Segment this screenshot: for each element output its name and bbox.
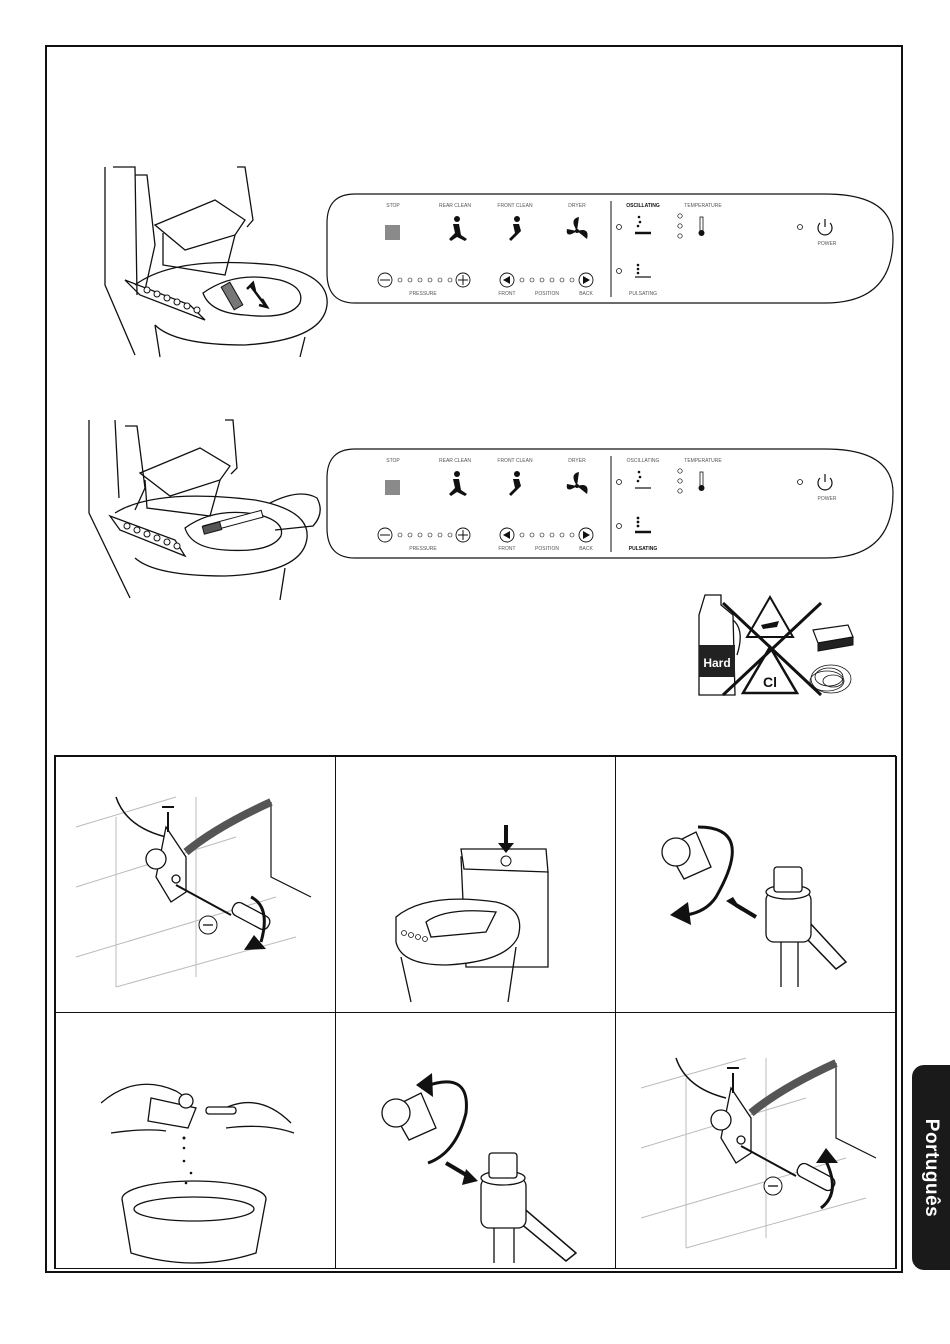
toilet-nozzle-illustration: [95, 165, 335, 360]
dryer-label: DRYER: [568, 458, 586, 464]
step-6-cell: [615, 1012, 897, 1269]
step-4-cell: [55, 1012, 336, 1269]
language-tab: [912, 1065, 950, 1270]
pulsating-label: PULSATING: [629, 291, 657, 297]
control-panel-pulsating: [325, 448, 895, 560]
front-clean-label: FRONT CLEAN: [497, 458, 533, 464]
power-label: POWER: [817, 496, 837, 502]
screwdriver-icon: [741, 1146, 837, 1193]
front-clean-label: FRONT CLEAN: [497, 203, 533, 209]
stop-button[interactable]: [385, 225, 400, 240]
pressure-label: PRESSURE: [409, 546, 437, 552]
bottle-icon: [699, 595, 740, 695]
stop-label: STOP: [386, 203, 400, 209]
screwdriver-icon: [176, 885, 272, 932]
rear-clean-label: REAR CLEAN: [439, 458, 471, 464]
step-5-cell: [335, 1012, 616, 1269]
maintenance-steps-grid: [54, 755, 896, 1269]
control-panel-oscillating: [325, 193, 895, 305]
stop-button[interactable]: [385, 480, 400, 495]
oscillating-label: OSCILLATING: [626, 458, 660, 464]
temperature-label: TEMPERATURE: [684, 203, 722, 209]
language-tab-label: Português: [921, 1118, 942, 1217]
position-label: POSITION: [535, 291, 559, 297]
oscillating-label: OSCILLATING: [626, 203, 660, 209]
temperature-label: TEMPERATURE: [684, 458, 722, 464]
position-back-label: BACK: [579, 546, 593, 552]
position-front-label: FRONT: [498, 291, 516, 297]
position-back-label: BACK: [579, 291, 593, 297]
pulsating-label: PULSATING: [628, 546, 658, 552]
step-2-cell: [335, 756, 616, 1013]
step-3-cell: [615, 756, 897, 1013]
rear-clean-label: REAR CLEAN: [439, 203, 471, 209]
position-front-label: FRONT: [498, 546, 516, 552]
bottle-label: Hard: [703, 656, 731, 670]
toilet-brush-cleaning-illustration: [85, 418, 330, 603]
stop-label: STOP: [386, 458, 400, 464]
power-label: POWER: [817, 241, 837, 247]
pressure-label: PRESSURE: [409, 291, 437, 297]
step-1-cell: [55, 756, 336, 1013]
chlorine-label: Cl: [763, 674, 777, 690]
no-harsh-cleaners-warning: [693, 585, 863, 705]
position-label: POSITION: [535, 546, 559, 552]
dryer-label: DRYER: [568, 203, 586, 209]
sponge-icon: [813, 625, 853, 651]
